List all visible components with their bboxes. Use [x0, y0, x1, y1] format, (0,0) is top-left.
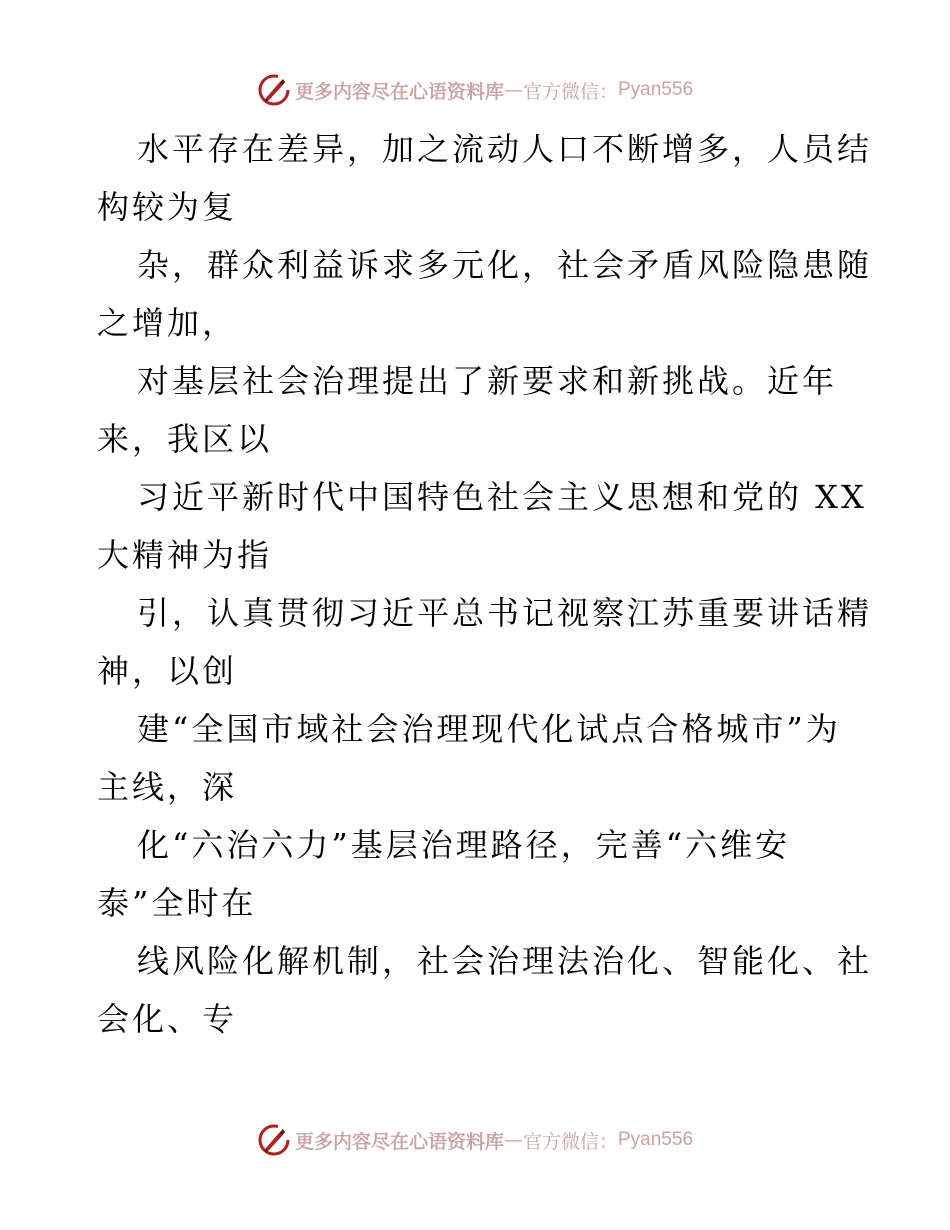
watermark-id: Pyan556 — [618, 79, 694, 100]
paragraph — [97, 932, 873, 1048]
footer-watermark — [0, 1120, 950, 1160]
header-watermark — [0, 70, 950, 110]
watermark-id: Pyan556 — [618, 1129, 694, 1150]
line-first: 化“六治六力”基层治理路径，完善“六维安 — [137, 826, 791, 864]
line-continuation: 神，以创 — [97, 652, 238, 690]
watermark-separator: — — [503, 79, 523, 101]
line-continuation: 主线，深 — [97, 768, 238, 806]
line-first: 引，认真贯彻习近平总书记视察江苏重要讲话精 — [137, 594, 873, 632]
line-continuation: 之增加， — [97, 304, 238, 342]
line-continuation: 构较为复 — [97, 188, 238, 226]
paragraph — [97, 236, 873, 352]
line-continuation: 大精神为指 — [97, 536, 273, 574]
watermark-separator: — — [503, 1129, 523, 1151]
line-continuation: 泰”全时在 — [97, 884, 257, 922]
line-continuation: 来，我区以 — [97, 420, 273, 458]
pen-logo-icon — [257, 73, 291, 107]
paragraph — [97, 352, 857, 468]
line-first: 杂，群众利益诉求多元化，社会矛盾风险隐患随 — [137, 246, 873, 284]
watermark-label: 官方微信： — [522, 1130, 618, 1153]
paragraph — [97, 584, 873, 700]
watermark-label: 官方微信： — [522, 80, 618, 103]
document-body — [97, 120, 873, 1048]
watermark-text: 更多内容尽在心语资料库 — [294, 1130, 504, 1153]
line-first: 水平存在差异，加之流动人口不断增多，人员结 — [137, 130, 873, 168]
watermark-text: 更多内容尽在心语资料库 — [294, 80, 504, 103]
line-first: 对基层社会治理提出了新要求和新挑战。近年 — [137, 362, 838, 400]
line-first: 建“全国市域社会治理现代化试点合格城市”为 — [137, 710, 841, 748]
pen-logo-icon — [257, 1123, 291, 1157]
paragraph — [97, 816, 857, 932]
paragraph — [97, 700, 857, 816]
line-first: 习近平新时代中国特色社会主义思想和党的 XX — [137, 478, 867, 516]
line-continuation: 会化、专 — [97, 1000, 238, 1038]
paragraph — [97, 468, 867, 584]
paragraph — [97, 120, 873, 236]
line-first: 线风险化解机制，社会治理法治化、智能化、社 — [137, 942, 873, 980]
